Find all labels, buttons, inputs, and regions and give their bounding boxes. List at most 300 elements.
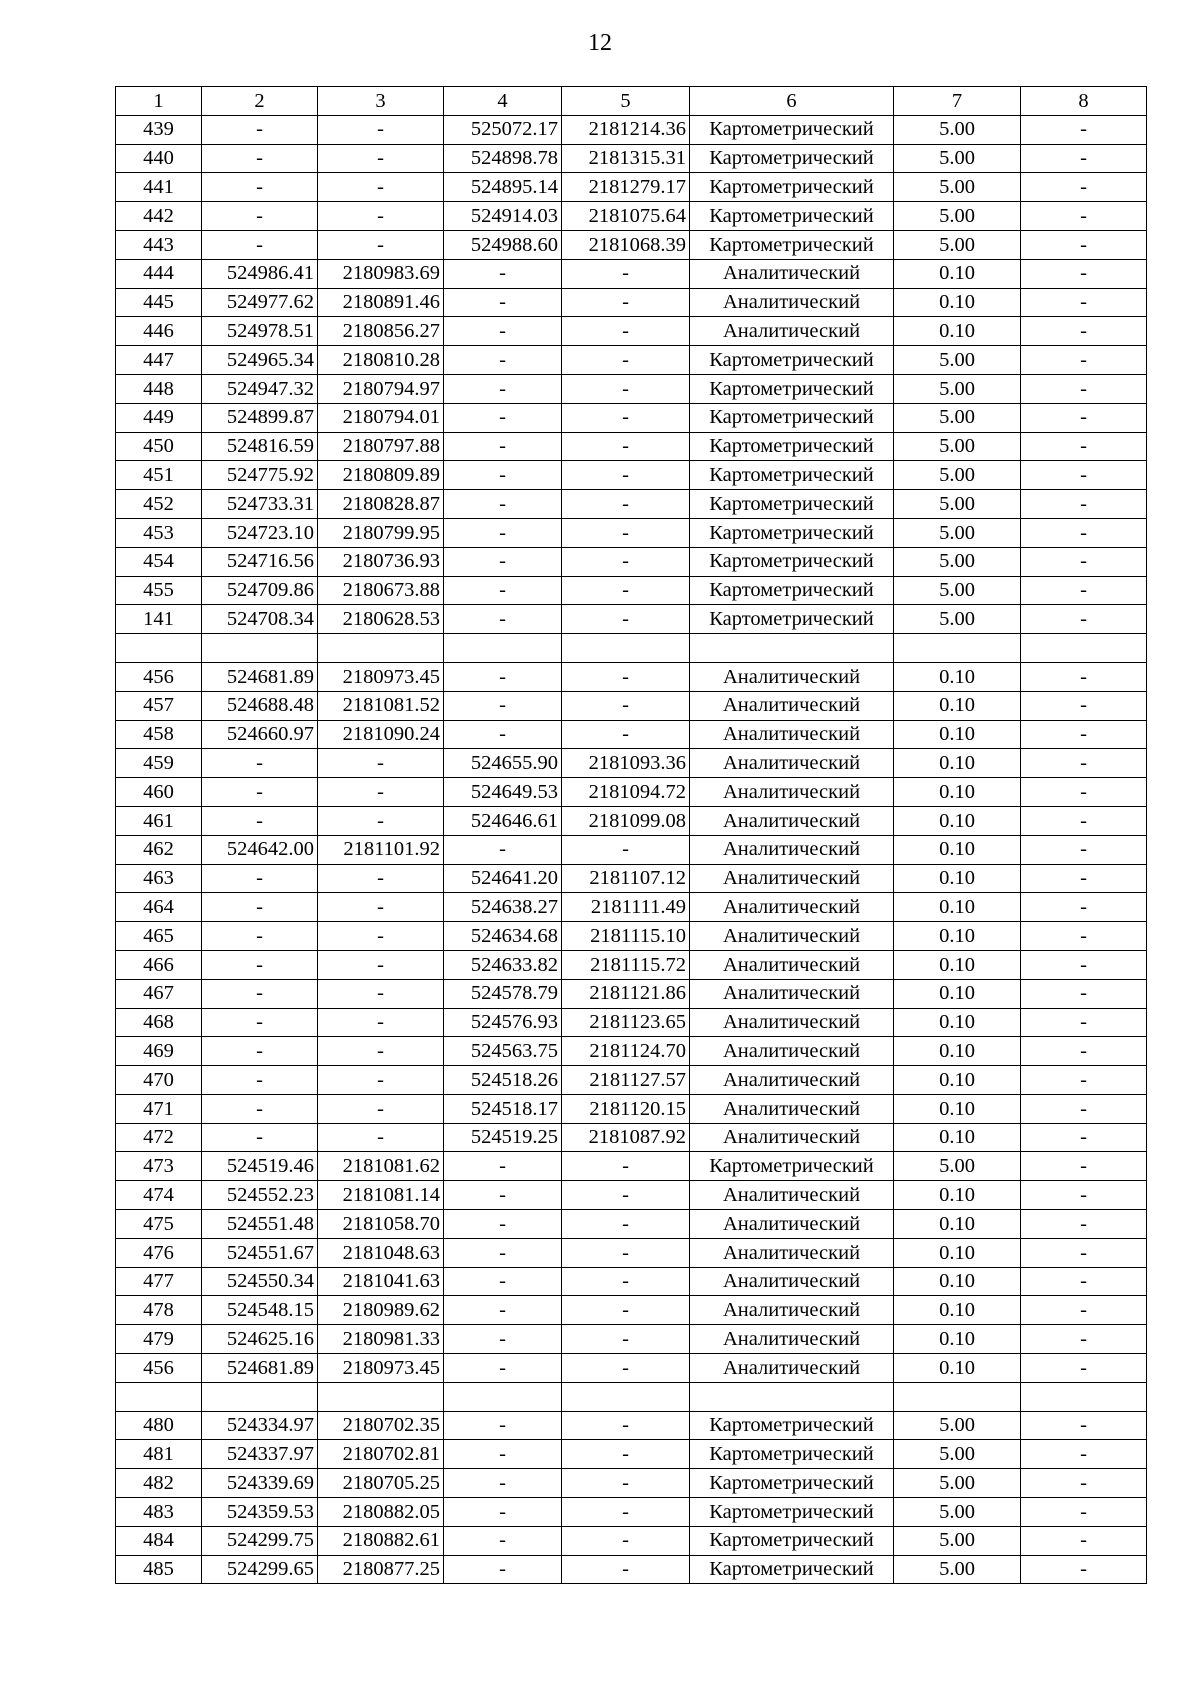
table-cell-col-3: 2180856.27	[318, 317, 444, 346]
table-cell-col-5: -	[562, 490, 690, 519]
table-cell-col-4: -	[444, 662, 562, 691]
table-cell-col-5: -	[562, 374, 690, 403]
table-cell-col-1: 480	[116, 1411, 202, 1440]
table-cell-col-5: -	[562, 1440, 690, 1469]
table-cell-col-6: Аналитический	[690, 1066, 894, 1095]
table-cell-col-4: -	[444, 259, 562, 288]
table-cell-col-5: 2181124.70	[562, 1037, 690, 1066]
table-cell-col-6: Картометрический	[690, 1526, 894, 1555]
table-cell-col-7: 0.10	[894, 1181, 1021, 1210]
table-cell-col-3: 2181058.70	[318, 1210, 444, 1239]
table-cell-col-1: 446	[116, 317, 202, 346]
table-cell-col-6: Аналитический	[690, 1325, 894, 1354]
table-cell-col-6: Картометрический	[690, 547, 894, 576]
table-cell-col-3: 2181090.24	[318, 720, 444, 749]
table-cell-col-5: -	[562, 1411, 690, 1440]
table-cell-col-5: -	[562, 1498, 690, 1527]
table-cell-col-3: 2180702.35	[318, 1411, 444, 1440]
table-row	[116, 1094, 1147, 1123]
table-cell-col-8: -	[1021, 1238, 1147, 1267]
table-cell-col-4: 524633.82	[444, 950, 562, 979]
table-cell-col-4: -	[444, 403, 562, 432]
table-cell-col-2: 524688.48	[202, 691, 318, 720]
table-cell-col-1: 461	[116, 806, 202, 835]
table-cell-col-6: Аналитический	[690, 288, 894, 317]
table-cell-col-3: -	[318, 1066, 444, 1095]
table-cell-col-7: 0.10	[894, 835, 1021, 864]
table-cell-col-5: -	[562, 403, 690, 432]
table-cell-col-1: 473	[116, 1152, 202, 1181]
table-cell-col-3: -	[318, 979, 444, 1008]
table-cell-col-2: 524519.46	[202, 1152, 318, 1181]
table-cell-col-7: 5.00	[894, 1469, 1021, 1498]
table-cell-col-2: 524681.89	[202, 662, 318, 691]
table-cell-col-4: 524898.78	[444, 144, 562, 173]
table-cell-col-4: -	[444, 1325, 562, 1354]
table-cell-col-8: -	[1021, 1411, 1147, 1440]
table-cell-col-8: -	[1021, 605, 1147, 634]
table-cell-col-8: -	[1021, 979, 1147, 1008]
table-cell-col-8: -	[1021, 403, 1147, 432]
table-cell-col-8: -	[1021, 922, 1147, 951]
table-cell-col-4: 524518.17	[444, 1094, 562, 1123]
table-cell-col-1	[116, 634, 202, 663]
table-cell-col-5: -	[562, 1325, 690, 1354]
table-cell-col-8: -	[1021, 259, 1147, 288]
table-cell-col-4: 524518.26	[444, 1066, 562, 1095]
table-cell-col-7: 0.10	[894, 720, 1021, 749]
table-cell-col-3	[318, 634, 444, 663]
table-cell-col-3: 2181041.63	[318, 1267, 444, 1296]
table-cell-col-1: 450	[116, 432, 202, 461]
table-cell-col-2: -	[202, 893, 318, 922]
table-cell-col-1: 449	[116, 403, 202, 432]
table-cell-col-8: -	[1021, 1325, 1147, 1354]
table-row	[116, 979, 1147, 1008]
table-cell-col-6: Аналитический	[690, 864, 894, 893]
table-cell-col-1: 472	[116, 1123, 202, 1152]
table-cell-col-1: 470	[116, 1066, 202, 1095]
table-cell-col-4: 524646.61	[444, 806, 562, 835]
table-cell-col-5: -	[562, 432, 690, 461]
table-cell-col-7: 0.10	[894, 1066, 1021, 1095]
table-cell-col-4: -	[444, 720, 562, 749]
table-cell-col-2	[202, 1382, 318, 1411]
table-cell-col-5: 2181115.72	[562, 950, 690, 979]
table-row	[116, 202, 1147, 231]
table-row	[116, 835, 1147, 864]
table-cell-col-3: 2180891.46	[318, 288, 444, 317]
table-row	[116, 115, 1147, 144]
table-cell-col-8: -	[1021, 1094, 1147, 1123]
table-cell-col-1: 467	[116, 979, 202, 1008]
table-cell-col-2: -	[202, 173, 318, 202]
table-cell-col-4: -	[444, 1354, 562, 1383]
table-cell-col-2: 524548.15	[202, 1296, 318, 1325]
table-cell-col-7: 0.10	[894, 1037, 1021, 1066]
table-cell-col-3: -	[318, 778, 444, 807]
table-row	[116, 864, 1147, 893]
table-cell-col-6: Аналитический	[690, 1037, 894, 1066]
table-cell-col-3: 2180797.88	[318, 432, 444, 461]
table-cell-col-8: -	[1021, 576, 1147, 605]
table-cell-col-1: 458	[116, 720, 202, 749]
table-cell-col-8: -	[1021, 893, 1147, 922]
table-row	[116, 461, 1147, 490]
table-cell-col-3: -	[318, 1094, 444, 1123]
table-cell-col-6: Картометрический	[690, 230, 894, 259]
table-cell-col-2: -	[202, 144, 318, 173]
table-cell-col-7: 5.00	[894, 173, 1021, 202]
table-row	[116, 720, 1147, 749]
table-cell-col-2: 524334.97	[202, 1411, 318, 1440]
table-cell-col-7: 5.00	[894, 144, 1021, 173]
table-cell-col-3: 2180810.28	[318, 346, 444, 375]
table-cell-col-2: -	[202, 230, 318, 259]
table-cell-col-1: 443	[116, 230, 202, 259]
table-cell-col-7: 5.00	[894, 115, 1021, 144]
table-cell-col-5: -	[562, 720, 690, 749]
table-cell-col-8: -	[1021, 1469, 1147, 1498]
table-cell-col-8: -	[1021, 173, 1147, 202]
table-cell-col-8: -	[1021, 230, 1147, 259]
table-cell-col-6: Аналитический	[690, 1267, 894, 1296]
table-cell-col-7: 5.00	[894, 403, 1021, 432]
table-cell-col-3: -	[318, 173, 444, 202]
table-cell-col-3: 2180983.69	[318, 259, 444, 288]
table-cell-col-8: -	[1021, 288, 1147, 317]
table-cell-col-3: 2180828.87	[318, 490, 444, 519]
table-cell-col-5: 2181127.57	[562, 1066, 690, 1095]
table-cell-col-7: 0.10	[894, 893, 1021, 922]
table-row	[116, 230, 1147, 259]
table-cell-col-6: Аналитический	[690, 1008, 894, 1037]
table-cell-col-4: 524914.03	[444, 202, 562, 231]
table-cell-col-6: Картометрический	[690, 1469, 894, 1498]
table-cell-col-8: -	[1021, 518, 1147, 547]
table-cell-col-2: 524947.32	[202, 374, 318, 403]
table-cell-col-8: -	[1021, 461, 1147, 490]
table-row	[116, 1526, 1147, 1555]
table-row	[116, 893, 1147, 922]
page-number: 12	[588, 30, 612, 56]
table-cell-col-4: -	[444, 1238, 562, 1267]
table-cell-col-6: Картометрический	[690, 346, 894, 375]
table-row	[116, 691, 1147, 720]
table-cell-col-7: 0.10	[894, 1354, 1021, 1383]
table-cell-col-5: -	[562, 1354, 690, 1383]
table-row-separator	[116, 1382, 1147, 1411]
table-cell-col-2: -	[202, 864, 318, 893]
table-row	[116, 1498, 1147, 1527]
table-cell-col-7: 0.10	[894, 979, 1021, 1008]
table-cell-col-1: 439	[116, 115, 202, 144]
table-cell-col-3: -	[318, 115, 444, 144]
column-header-6: 6	[690, 87, 894, 116]
table-cell-col-1: 457	[116, 691, 202, 720]
column-header-4: 4	[444, 87, 562, 116]
table-cell-col-6: Аналитический	[690, 662, 894, 691]
table-cell-col-4: -	[444, 1210, 562, 1239]
table-cell-col-1: 456	[116, 1354, 202, 1383]
table-cell-col-4: -	[444, 1469, 562, 1498]
table-cell-col-3: 2180673.88	[318, 576, 444, 605]
table-cell-col-5: -	[562, 288, 690, 317]
table-cell-col-2: -	[202, 1037, 318, 1066]
table-cell-col-1: 483	[116, 1498, 202, 1527]
table-cell-col-4: -	[444, 432, 562, 461]
table-cell-col-8: -	[1021, 1526, 1147, 1555]
table-cell-col-8: -	[1021, 202, 1147, 231]
table-cell-col-5: -	[562, 691, 690, 720]
table-cell-col-6: Аналитический	[690, 1123, 894, 1152]
table-cell-col-5: -	[562, 1296, 690, 1325]
table-cell-col-5: 2181094.72	[562, 778, 690, 807]
table-cell-col-8: -	[1021, 950, 1147, 979]
column-header-1: 1	[116, 87, 202, 116]
table-cell-col-6: Аналитический	[690, 835, 894, 864]
table-row	[116, 490, 1147, 519]
table-cell-col-8: -	[1021, 547, 1147, 576]
table-cell-col-6: Аналитический	[690, 749, 894, 778]
table-cell-col-7: 5.00	[894, 490, 1021, 519]
table-cell-col-4: 524988.60	[444, 230, 562, 259]
table-cell-col-1: 481	[116, 1440, 202, 1469]
table-cell-col-5: -	[562, 1555, 690, 1584]
table-cell-col-4: 524895.14	[444, 173, 562, 202]
table-row	[116, 806, 1147, 835]
table-cell-col-2: 524551.67	[202, 1238, 318, 1267]
table-cell-col-5: -	[562, 1210, 690, 1239]
table-cell-col-8	[1021, 1382, 1147, 1411]
table-row	[116, 922, 1147, 951]
table-cell-col-2: -	[202, 950, 318, 979]
table-cell-col-4: 524655.90	[444, 749, 562, 778]
table-cell-col-7: 0.10	[894, 922, 1021, 951]
table-cell-col-8: -	[1021, 1210, 1147, 1239]
table-cell-col-2	[202, 634, 318, 663]
table-cell-col-6: Картометрический	[690, 202, 894, 231]
table-row	[116, 288, 1147, 317]
table-cell-col-5: 2181107.12	[562, 864, 690, 893]
table-cell-col-1: 463	[116, 864, 202, 893]
table-cell-col-4: 524641.20	[444, 864, 562, 893]
table-cell-col-7: 0.10	[894, 1094, 1021, 1123]
table-cell-col-3: 2180882.61	[318, 1526, 444, 1555]
table-cell-col-8	[1021, 634, 1147, 663]
table-cell-col-6: Аналитический	[690, 979, 894, 1008]
table-cell-col-6: Аналитический	[690, 691, 894, 720]
table-cell-col-2: -	[202, 749, 318, 778]
column-header-2: 2	[202, 87, 318, 116]
table-cell-col-6: Аналитический	[690, 1210, 894, 1239]
table-cell-col-2: 524816.59	[202, 432, 318, 461]
table-cell-col-1: 465	[116, 922, 202, 951]
table-cell-col-6: Аналитический	[690, 950, 894, 979]
table-cell-col-6: Аналитический	[690, 720, 894, 749]
table-cell-col-6	[690, 634, 894, 663]
table-cell-col-8: -	[1021, 720, 1147, 749]
table-cell-col-4: -	[444, 576, 562, 605]
table-cell-col-8: -	[1021, 749, 1147, 778]
table-row	[116, 144, 1147, 173]
table-cell-col-2: 524359.53	[202, 1498, 318, 1527]
table-cell-col-7: 5.00	[894, 374, 1021, 403]
table-cell-col-2: -	[202, 1094, 318, 1123]
table-cell-col-8: -	[1021, 1008, 1147, 1037]
table-cell-col-6: Картометрический	[690, 1152, 894, 1181]
table-row	[116, 432, 1147, 461]
table-cell-col-2: 524708.34	[202, 605, 318, 634]
table-cell-col-4: -	[444, 1296, 562, 1325]
table-cell-col-2: 524299.75	[202, 1526, 318, 1555]
table-cell-col-5: 2181214.36	[562, 115, 690, 144]
table-cell-col-2: -	[202, 922, 318, 951]
table-cell-col-1: 462	[116, 835, 202, 864]
table-row	[116, 1123, 1147, 1152]
table-cell-col-6: Картометрический	[690, 144, 894, 173]
table-row	[116, 576, 1147, 605]
table-cell-col-6: Аналитический	[690, 1354, 894, 1383]
table-cell-col-8: -	[1021, 806, 1147, 835]
table-cell-col-1	[116, 1382, 202, 1411]
table-row	[116, 605, 1147, 634]
table-row	[116, 1267, 1147, 1296]
table-cell-col-1: 471	[116, 1094, 202, 1123]
table-cell-col-4: -	[444, 518, 562, 547]
table-cell-col-8: -	[1021, 1440, 1147, 1469]
table-cell-col-4: -	[444, 490, 562, 519]
table-cell-col-2: 524550.34	[202, 1267, 318, 1296]
table-cell-col-4: 524578.79	[444, 979, 562, 1008]
table-cell-col-6: Аналитический	[690, 1296, 894, 1325]
table-cell-col-6: Аналитический	[690, 259, 894, 288]
table-cell-col-6: Картометрический	[690, 576, 894, 605]
table-cell-col-2: 524709.86	[202, 576, 318, 605]
table-body	[116, 115, 1147, 1584]
table-cell-col-1: 474	[116, 1181, 202, 1210]
table-cell-col-1: 485	[116, 1555, 202, 1584]
table-cell-col-7: 5.00	[894, 346, 1021, 375]
table-cell-col-8: -	[1021, 144, 1147, 173]
table-cell-col-6: Картометрический	[690, 432, 894, 461]
table-cell-col-8: -	[1021, 662, 1147, 691]
table-cell-col-1: 441	[116, 173, 202, 202]
table-cell-col-5: -	[562, 1526, 690, 1555]
table-cell-col-7: 5.00	[894, 605, 1021, 634]
table-cell-col-6: Картометрический	[690, 518, 894, 547]
table-cell-col-1: 451	[116, 461, 202, 490]
table-cell-col-8: -	[1021, 1296, 1147, 1325]
table-cell-col-4: -	[444, 605, 562, 634]
table-cell-col-1: 478	[116, 1296, 202, 1325]
table-row	[116, 374, 1147, 403]
table-cell-col-4: -	[444, 547, 562, 576]
table-cell-col-8: -	[1021, 1498, 1147, 1527]
table-cell-col-3: -	[318, 950, 444, 979]
table-cell-col-6: Картометрический	[690, 1411, 894, 1440]
table-cell-col-1: 141	[116, 605, 202, 634]
table-cell-col-2: 524642.00	[202, 835, 318, 864]
table-cell-col-3: 2180702.81	[318, 1440, 444, 1469]
table-cell-col-3: -	[318, 893, 444, 922]
table-cell-col-3: 2180973.45	[318, 1354, 444, 1383]
table-cell-col-4: -	[444, 346, 562, 375]
table-cell-col-7: 0.10	[894, 864, 1021, 893]
table-row	[116, 662, 1147, 691]
table-cell-col-6: Картометрический	[690, 115, 894, 144]
table-cell-col-1: 452	[116, 490, 202, 519]
table-cell-col-4: 524634.68	[444, 922, 562, 951]
table-cell-col-2: -	[202, 202, 318, 231]
table-cell-col-5: -	[562, 461, 690, 490]
table-cell-col-1: 440	[116, 144, 202, 173]
table-cell-col-1: 448	[116, 374, 202, 403]
table-cell-col-7: 5.00	[894, 576, 1021, 605]
table-row	[116, 259, 1147, 288]
table-cell-col-3: 2180809.89	[318, 461, 444, 490]
table-cell-col-6: Картометрический	[690, 1440, 894, 1469]
table-cell-col-6: Аналитический	[690, 1094, 894, 1123]
table-row	[116, 1181, 1147, 1210]
table-cell-col-1: 464	[116, 893, 202, 922]
table-cell-col-1: 453	[116, 518, 202, 547]
coordinates-table	[115, 86, 1147, 1584]
table-row	[116, 346, 1147, 375]
table-cell-col-7: 5.00	[894, 461, 1021, 490]
table-cell-col-4: -	[444, 835, 562, 864]
table-cell-col-3: -	[318, 806, 444, 835]
table-cell-col-5: -	[562, 1267, 690, 1296]
table-cell-col-2: 524625.16	[202, 1325, 318, 1354]
table-cell-col-2: 524552.23	[202, 1181, 318, 1210]
table-cell-col-4: -	[444, 1411, 562, 1440]
table-cell-col-5: -	[562, 518, 690, 547]
table-cell-col-7: 0.10	[894, 662, 1021, 691]
table-cell-col-4: -	[444, 317, 562, 346]
table-row	[116, 317, 1147, 346]
table-cell-col-3	[318, 1382, 444, 1411]
table-row	[116, 749, 1147, 778]
table-cell-col-5: -	[562, 1152, 690, 1181]
table-row	[116, 1440, 1147, 1469]
table-cell-col-2: 524660.97	[202, 720, 318, 749]
table-cell-col-3: -	[318, 749, 444, 778]
table-cell-col-7: 0.10	[894, 1008, 1021, 1037]
table-cell-col-6: Аналитический	[690, 806, 894, 835]
table-row	[116, 1152, 1147, 1181]
table-cell-col-7: 0.10	[894, 1296, 1021, 1325]
table-cell-col-8: -	[1021, 1555, 1147, 1584]
table-cell-col-7: 5.00	[894, 1555, 1021, 1584]
table-cell-col-7: 0.10	[894, 1325, 1021, 1354]
table-cell-col-7: 0.10	[894, 691, 1021, 720]
table-cell-col-6: Картометрический	[690, 374, 894, 403]
table-cell-col-3: 2180705.25	[318, 1469, 444, 1498]
table-cell-col-3: 2181048.63	[318, 1238, 444, 1267]
table-cell-col-8: -	[1021, 864, 1147, 893]
table-header-row	[116, 87, 1147, 116]
table-cell-col-6: Аналитический	[690, 922, 894, 951]
table-row	[116, 1210, 1147, 1239]
table-cell-col-7: 0.10	[894, 950, 1021, 979]
table-cell-col-2: 524299.65	[202, 1555, 318, 1584]
table-cell-col-7: 0.10	[894, 1123, 1021, 1152]
table-cell-col-4: 524519.25	[444, 1123, 562, 1152]
table-cell-col-2: 524339.69	[202, 1469, 318, 1498]
table-cell-col-7: 5.00	[894, 518, 1021, 547]
table-cell-col-2: 524978.51	[202, 317, 318, 346]
